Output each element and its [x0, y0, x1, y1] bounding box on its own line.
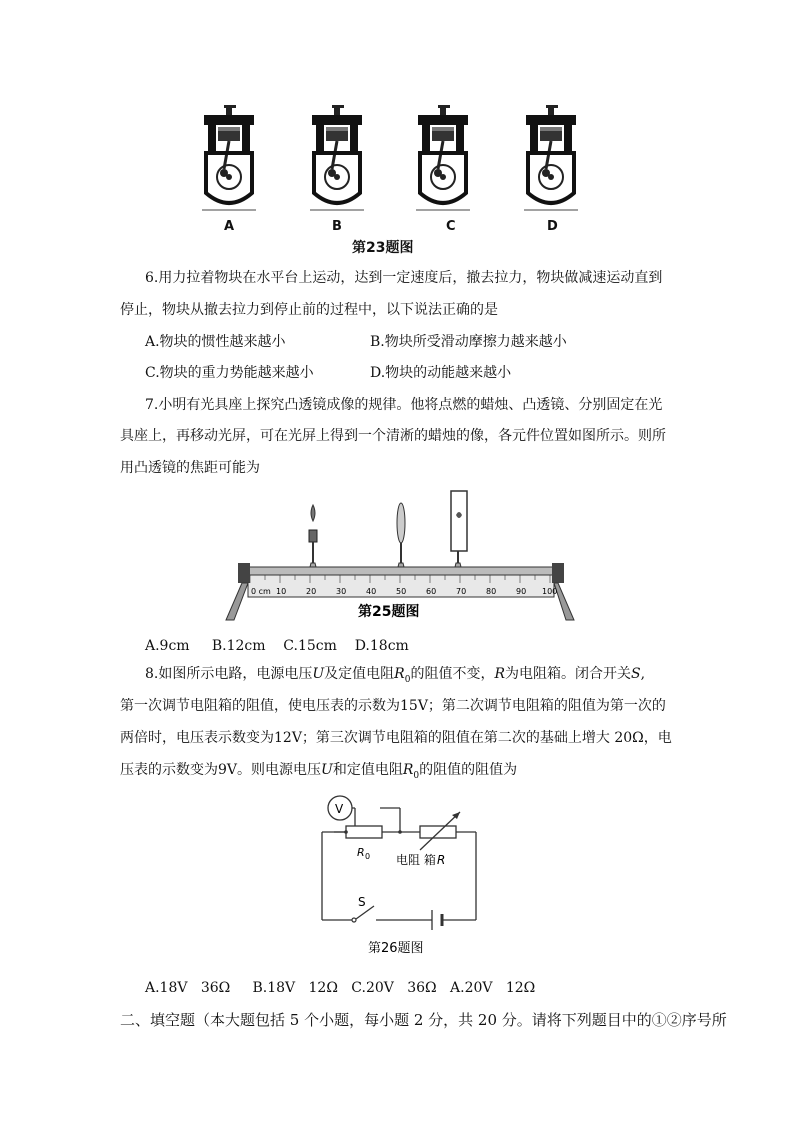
scale-label-60: 60: [426, 587, 437, 596]
resistor-box-label-r: R: [437, 853, 446, 867]
engine-label-a: A: [224, 219, 235, 234]
convex-lens: [397, 503, 405, 543]
scale-label-50: 50: [396, 587, 407, 596]
q8-var-r0: R: [394, 666, 405, 682]
scale-label-0: 0 cm: [251, 587, 271, 596]
light-screen: [451, 491, 467, 551]
engine-label-c: C: [446, 219, 456, 234]
q8-var-r0-2: R: [402, 762, 414, 778]
figure-25: [220, 485, 580, 630]
q8-text-a: 8.如图所示电路，电源电压: [145, 666, 313, 682]
q8-text-c: 的阻值不变，: [410, 666, 495, 682]
resistor-box-label: 电阻 箱: [396, 853, 436, 867]
q8-text-g: 和定值电阻: [332, 762, 403, 778]
question-7-line-1: 7.小明有光具座上探究凸透镜成像的规律。他将点燃的蜡烛、凸透镜、分别固定在光: [145, 397, 663, 413]
optical-bench: [220, 485, 580, 630]
section-2-heading: 二、填空题（本大题包括 5 个小题，每小题 2 分，共 20 分。请将下列题目中的①②序号所: [120, 1011, 727, 1029]
figure-26: [310, 788, 490, 958]
q8-var-u-2: U: [321, 762, 333, 778]
question-7-line-2: 具座上，再移动光屏，可在光屏上得到一个清淅的蜡烛的像，各元件位置如图所示。则所: [120, 428, 666, 444]
question-6-line-2: 停止，物块从撤去拉力到停止前的过程中，以下说法正确的是: [120, 302, 498, 318]
q8-sub-0-2: 0: [413, 770, 420, 781]
engine-label-b: B: [332, 219, 342, 234]
question-6-option-b: B.物块所受滑动摩擦力越来越小: [370, 334, 567, 350]
q8-text-h: 的阻值的阻值为: [419, 762, 518, 778]
figure-25-caption: 第25题图: [358, 604, 420, 620]
switch-label: S: [358, 895, 366, 909]
question-6-option-d: D.物块的动能越来越小: [370, 365, 512, 381]
question-6-option-a: A.物块的惯性越来越小: [145, 334, 286, 350]
scale-label-100: 100: [542, 587, 558, 596]
figure-26-caption: 第26题图: [368, 941, 424, 956]
scale-label-40: 40: [366, 587, 377, 596]
scale-label-80: 80: [486, 587, 497, 596]
q8-text-f: 压表的示数变为9V。则电源电压: [120, 762, 322, 778]
resistor-box: [420, 826, 456, 838]
question-6-option-c: C.物块的重力势能越来越小: [145, 365, 314, 381]
q8-text-d: 为电阻箱。闭合开关: [505, 666, 631, 682]
r0-label-sub: 0: [365, 852, 371, 861]
question-8-line-4: [120, 760, 517, 786]
scale-label-10: 10: [276, 587, 287, 596]
question-8-line-2: 第一次调节电阻箱的阻值，使电压表的示数为15V；第二次调节电阻箱的阻值为第一次的: [120, 698, 666, 714]
scale-label-90: 90: [516, 587, 527, 596]
resistor-r0: [346, 826, 382, 838]
question-8-line-1: [145, 664, 645, 690]
q8-text-b: 及定值电阻: [324, 666, 395, 682]
r0-label: R: [357, 846, 365, 859]
engine-label-d: D: [547, 219, 558, 234]
scale-label-70: 70: [456, 587, 467, 596]
question-6-line-1: 6.用力拉着物块在水平台上运动，达到一定速度后，撤去拉力，物块做减速运动直到: [145, 270, 663, 286]
candle-flame: [311, 505, 315, 521]
scale-label-30: 30: [336, 587, 347, 596]
engine-diagrams: [180, 95, 600, 215]
candle: [309, 530, 317, 542]
circuit-diagram: [310, 788, 490, 958]
q8-var-r: R: [494, 666, 505, 682]
q8-sub-0: 0: [404, 674, 411, 685]
question-7-line-3: 用凸透镜的焦距可能为: [120, 460, 260, 476]
question-8-line-3: 两倍时，电压表示数变为12V；第三次调节电阻箱的阻值在第二次的基础上增大 20Ω，电: [120, 730, 672, 746]
question-7-options: A.9cm B.12cm C.15cm D.18cm: [145, 638, 409, 654]
figure-23: [180, 95, 600, 255]
question-8-options: A.18V 36Ω B.18V 12Ω C.20V 36Ω A.20V 12Ω: [145, 980, 536, 996]
voltmeter-label: V: [335, 802, 344, 816]
q8-var-u: U: [312, 666, 325, 682]
q8-var-s: S: [631, 666, 641, 682]
q8-text-e: ,: [640, 666, 646, 682]
figure-23-caption: 第23题图: [352, 240, 414, 256]
scale-label-20: 20: [306, 587, 317, 596]
